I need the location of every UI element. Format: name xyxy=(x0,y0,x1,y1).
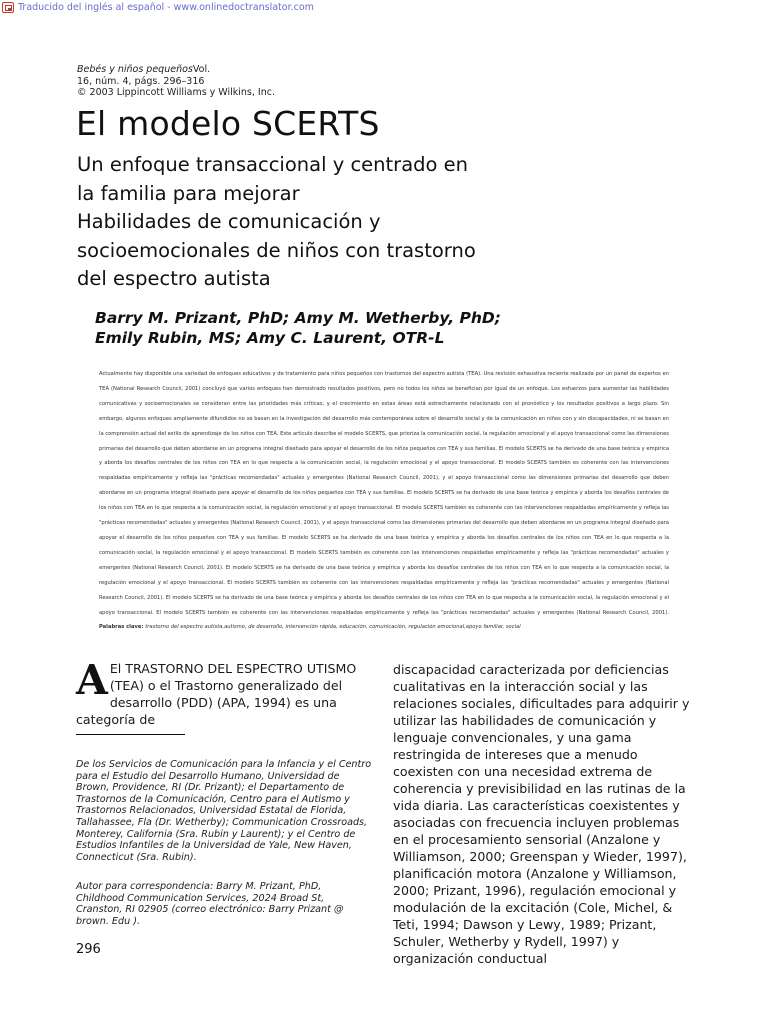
journal-issue-pages: 16, núm. 4, págs. 296–316 xyxy=(77,75,205,87)
author-line: Barry M. Prizant, PhD; Amy M. Wetherby, PhD; xyxy=(95,309,501,327)
translator-banner[interactable] xyxy=(0,0,314,14)
article-title: El modelo SCERTS xyxy=(76,104,380,143)
journal-copyright: © 2003 Lippincott Williams y Wilkins, Inc. xyxy=(77,87,275,98)
abstract-text: Actualmente hay disponible una variedad de enfoques educativos y de tratamiento para niños pequeños con trastornos del espectro autista (TEA). Una revisión exhaustiva reciente realizada por un panel de expertos en TEA (National Research Council, 2001) concluyó que varios enfoques han demostrado resultados positivos, pero no todos los niños se benefician por igual de un enfoque. Los esfuerzos para aumentar las habilidades comunicativas y socioemocionales se consideran entre las prioridades más críticas, y el crecimiento en estas áreas está estrechamente relacionado con el pronóstico y los resultados positivos a largo plazo. Sin embargo, algunos enfoques ampliamente difundidos no se basan en la investigación del desarrollo más contemporánea sobre el desarrollo social y de la comunicación en niños con y sin discapacidades, ni se basan en la comprensión actual del estilo de aprendizaje de los niños con TEA. Este artículo describe el modelo SCERTS, que prioriza la comunicación social, la regulación emocional y el apoyo transaccional como las dimensiones primarias del desarrollo que deben abordarse en un programa integral diseñado para apoyar el desarrollo de los niños pequeños con TEA y sus familias. El modelo SCERTS se ha derivado de una base teórica y empírica y aborda los desafíos centrales de los niños con TEA en lo que respecta a la comunicación social, la regulación emocional y el apoyo transaccional. El modelo SCERTS también es coherente con las intervenciones respaldadas empíricamente y refleja las "prácticas recomendadas" actuales y emergentes (National Research Council, 2001), y el apoyo transaccional como las dimensiones primarias del desarrollo que deben abordarse en un programa integral diseñado para apoyar el desarrollo de los niños pequeños con TEA y sus familias. El modelo SCERTS se ha derivado de una base teórica y empírica y aborda los desafíos centrales de los niños con TEA en lo que respecta a la comunicación social, la regulación emocional y el apoyo transaccional. El modelo SCERTS también es coherente con las intervenciones respaldadas empíricamente y refleja las "prácticas recomendadas" actuales y emergentes (National Research Council, 2001), y el apoyo transaccional como las dimensiones primarias del desarrollo que deben abordarse en un programa integral diseñado para apoyar el desarrollo de los niños pequeños con TEA y sus familias. El modelo SCERTS se ha derivado de una base teórica y empírica y aborda los desafíos centrales de los niños con TEA en lo que respecta a la comunicación social, la regulación emocional y el apoyo transaccional. El modelo SCERTS también es coherente con las intervenciones respaldadas empíricamente y refleja las "prácticas recomendadas" actuales y emergentes (National Research Council, 2001). El modelo SCERTS se ha derivado de una base teórica y empírica y aborda los desafíos centrales de los niños con TEA en lo que respecta a la comunicación social, la regulación emocional y el apoyo transaccional. El modelo SCERTS también es coherente con las intervenciones respaldadas empíricamente y refleja las "prácticas recomendadas" actuales y emergentes (National Research Council, 2001). El modelo SCERTS se ha derivado de una base teórica y empírica y aborda los desafíos centrales de los niños con TEA en lo que respecta a la comunicación social, la regulación emocional y el apoyo transaccional. El modelo SCERTS también es coherente con las intervenciones respaldadas empíricamente y refleja las "prácticas recomendadas" actuales y emergentes (National Research Council, 2001). xyxy=(99,371,669,616)
subtitle-line: Habilidades de comunicación y xyxy=(77,210,381,233)
subtitle-line: socioemocionales de niños con trastorno xyxy=(77,238,476,262)
keywords-colon: : xyxy=(141,624,146,631)
subtitle-line: del espectro autista xyxy=(77,267,271,290)
journal-vol: Vol. xyxy=(192,64,211,75)
subtitle-line: la familia para mejorar xyxy=(77,181,300,205)
translate-icon xyxy=(2,2,14,13)
body-left-text: El TRASTORNO DEL ESPECTRO UTISMO (TEA) o el Trastorno generalizado del desarrollo (PDD) (APA, 1994) es una categoría de xyxy=(76,661,357,727)
body-right-column: discapacidad caracterizada por deficiencias cualitativas en la interacción social y las relaciones sociales, dificultades para adquirir y utilizar las habilidades de comunicación y lenguaje convencionales, y una gama restringida de intereses que a menudo coexisten con una necesidad extrema de coherencia y previsibilidad en las rutinas de la vida diaria. Las características coexistentes y asociadas con frecuencia incluyen problemas en el procesamiento sensorial (Anzalone y Williamson, 2000; Greenspan y Wieder, 1997), planificación motora (Anzalone y Williamson, 2000; Prizant, 1996), regulación emocional y modulación de la excitación (Cole, Michel, & Teti, 1994; Dawson y Lewy, 1989; Prizant, Schuler, Wetherby y Rydell, 1997) y organización conductual xyxy=(393,662,690,966)
page-number: 296 xyxy=(76,942,101,957)
drop-cap: A xyxy=(76,656,108,704)
journal-name: Bebés y niños pequeños xyxy=(77,64,193,75)
correspondence-note: Autor para correspondencia: Barry M. Prizant, PhD, Childhood Communication Services, 2024 Broad St, Cranston, RI 02905 (correo electrónico: Barry Prizant @ brown. Edu ). xyxy=(76,881,344,927)
affiliation-note: De los Servicios de Comunicación para la Infancia y el Centro para el Estudio del Desarrollo Humano, Universidad de Brown, Providence, RI (Dr. Prizant); el Departamento de Trastornos de la Comunicación, Centro para el Autismo y Trastornos Relacionados, Universidad Estatal de Florida, Tallahassee, Fla (Dr. Wetherby); Communication Crossroads, Monterey, California (Sra. Rubin y Laurent); y el Centro de Estudios Infantiles de la Universidad de Yale, New Haven, Connecticut (Sra. Rubin). xyxy=(76,759,372,863)
body-left-column xyxy=(76,656,372,728)
author-list xyxy=(95,308,501,348)
author-line: Emily Rubin, MS; Amy C. Laurent, OTR-L xyxy=(95,329,445,347)
translator-link[interactable]: Traducido del inglés al español - www.onlinedoctranslator.com xyxy=(18,1,314,13)
keywords-label: Palabras clave xyxy=(99,624,142,631)
subtitle-line: Un enfoque transaccional y centrado en xyxy=(77,153,468,176)
keywords: trastorno del espectro autista,autismo, de desarrollo, intervención rápida, educación, comunicación, regulación emocional,apoyo familiar, social xyxy=(145,624,521,631)
footnote-divider xyxy=(76,734,185,735)
article-subtitle xyxy=(77,151,547,294)
abstract xyxy=(99,367,669,635)
journal-info xyxy=(77,64,377,99)
